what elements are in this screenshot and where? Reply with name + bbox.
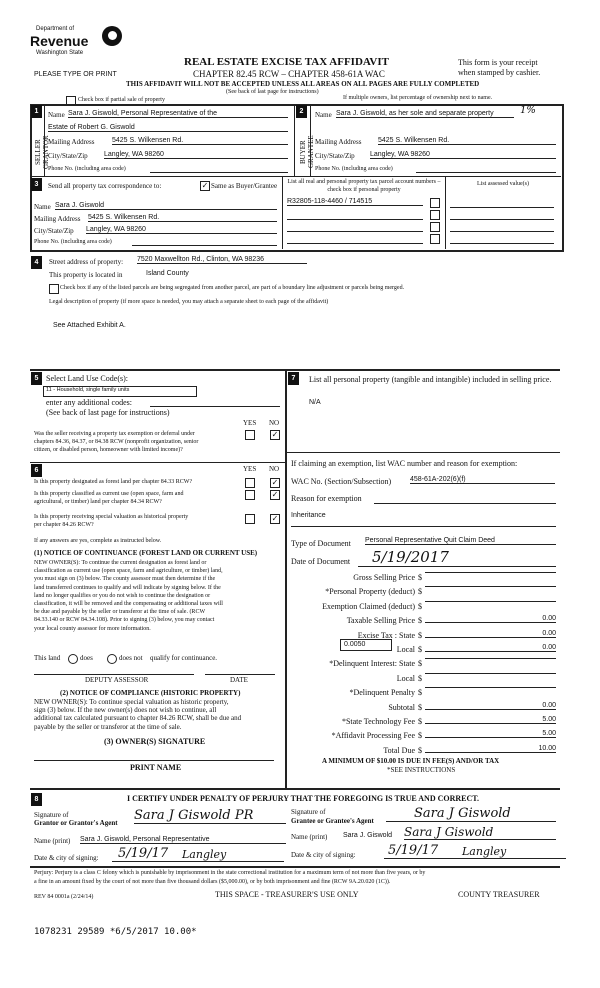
notice2-line: additional tax calculated pursuant to chapter 84.26 RCW, shall be due and (34, 714, 242, 723)
wac-label: WAC No. (Section/Subsection) (291, 477, 392, 486)
logo-line-2: Revenue (30, 33, 89, 49)
fee-dollar-sign: $ (418, 645, 422, 654)
grantee-name[interactable]: Sara J. Giswold (343, 832, 393, 839)
legal-description[interactable]: See Attached Exhibit A. (53, 322, 126, 329)
grantee-date-label: Date & city of signing: (291, 851, 356, 859)
multiple-owners-note: If multiple owners, list percentage of ownership next to name. (343, 95, 493, 101)
same-as-buyer-label: Same as Buyer/Grantee (211, 182, 278, 190)
corr-name-label: Name (34, 203, 51, 211)
located-in-county[interactable]: Island County (146, 270, 189, 277)
grantor-city[interactable]: Langley (178, 848, 284, 862)
buyer-mail-label: Mailing Address (315, 138, 362, 146)
corr-phone-label: Phone No. (including area code) (34, 239, 112, 245)
located-in-label: This property is located in (49, 271, 123, 279)
county-treasurer: COUNTY TREASURER (458, 890, 540, 899)
s6-no-header: NO (269, 465, 280, 473)
grantee-name-label: Name (print) (291, 833, 328, 841)
fee-dollar-sign: $ (418, 659, 422, 668)
corr-city-label: City/State/Zip (34, 227, 74, 235)
s5-yes-header: YES (243, 419, 257, 427)
same-as-buyer-checkbox[interactable]: ✓ (201, 181, 209, 190)
land-does-not-radio[interactable] (107, 654, 117, 664)
fee-dollar-sign: $ (418, 631, 422, 640)
notice2-line: NEW OWNER(S): To continue special valuation as historic property, (34, 698, 229, 706)
land-use-value: 11 - Household, single family units (46, 387, 130, 393)
reason-value[interactable]: Inheritance (291, 512, 326, 519)
fee-value[interactable]: 0.00 (425, 702, 556, 710)
fee-label: Local (396, 674, 415, 683)
s5-q1-line1: Was the seller receiving a property tax exemption or deferral under (34, 431, 195, 437)
buyer-name[interactable]: Sara J. Giswold, as her sole and separate property (336, 110, 514, 118)
personal-property-label: List all personal property (tangible and intangible) included in selling price. (309, 375, 552, 384)
corr-mail[interactable]: 5425 S. Wilkensen Rd. (88, 214, 277, 222)
buyer-name-label: Name (315, 111, 332, 119)
street-address[interactable]: 7520 Maxwellton Rd., Clinton, WA 98236 (137, 256, 307, 264)
fee-dollar-sign: $ (418, 674, 422, 683)
section-5-badge: 5 (31, 372, 42, 385)
seller-city-label: City/State/Zip (48, 152, 88, 160)
grantor-name[interactable]: Sara J. Giswold, Personal Representative (80, 836, 286, 844)
fee-value[interactable] (425, 572, 556, 573)
fee-label: *Affidavit Processing Fee (331, 731, 415, 740)
additional-codes-label: enter any additional codes: (46, 398, 132, 407)
notice1-line: 84.33.140 or RCW 84.34.108). Prior to signing (3) below, you may contact (34, 617, 215, 624)
s6-q3-yes-checkbox[interactable] (245, 514, 255, 524)
see-back-instructions: (See back of last page for instructions) (226, 89, 319, 95)
buyer-side-label: BUYER GRANTEE (299, 135, 315, 169)
fee-label: *Personal Property (deduct) (325, 587, 415, 596)
seller-name-2[interactable]: Estate of Robert G. Giswold (48, 124, 288, 132)
fee-dollar-sign: $ (418, 746, 422, 755)
print-name-label: PRINT NAME (130, 763, 182, 772)
street-address-label: Street address of property: (49, 258, 124, 266)
logo-line-3: Washington State (36, 50, 84, 56)
fee-label: Excise Tax : State (357, 631, 415, 640)
local-rate: 0.0050 (344, 641, 366, 648)
s6-q1: Is this property designated as forest land per chapter 84.33 RCW? (34, 479, 193, 485)
fee-value[interactable]: 5.00 (425, 716, 556, 724)
parcel-personal-checkbox-3[interactable] (430, 222, 440, 232)
section-3-badge: 3 (31, 178, 42, 191)
fee-dollar-sign: $ (418, 731, 422, 740)
s5-q1-line3: citizen, or disabled person, homeowner with limited income)? (34, 447, 183, 453)
form-subtitle: CHAPTER 82.45 RCW – CHAPTER 458-61A WAC (193, 69, 385, 79)
fee-value[interactable]: 10.00 (425, 745, 556, 753)
receipt-note-2: when stamped by cashier. (458, 68, 541, 77)
grantee-sig-label-2: Grantee or Grantee's Agent (291, 817, 374, 825)
please-type: PLEASE TYPE OR PRINT (34, 71, 117, 78)
s6-q3-line1: Is this property receiving special valuation as historical property (34, 514, 189, 520)
s6-q3-line2: per chapter 84.26 RCW? (34, 522, 94, 528)
s6-q2-no-checkbox[interactable]: ✓ (271, 490, 279, 499)
s6-q2-line2: agricultural, or timber) land per chapter 84.34 RCW? (34, 499, 162, 505)
local-rate-box[interactable] (340, 639, 392, 651)
notice1-line: you must sign on (3) below. The county assessor must then determine if the (34, 576, 216, 583)
corr-name[interactable]: Sara J. Giswold (55, 202, 277, 210)
fee-dollar-sign: $ (418, 703, 422, 712)
fee-label: Exemption Claimed (deduct) (322, 602, 415, 611)
s6-q3-no-checkbox[interactable]: ✓ (271, 514, 279, 523)
seller-mail-label: Mailing Address (48, 138, 95, 146)
seller-mail[interactable]: 5425 S. Wilkensen Rd. (112, 137, 288, 145)
parcel-number[interactable]: R32805-118-4460 / 714515 (287, 198, 423, 206)
notice1-line: land no longer qualifies or you do not wish to continue the designation or (34, 592, 211, 599)
grantee-signature[interactable]: Sara J Giswold (386, 806, 556, 822)
grantor-sig-label-2: Grantor or Grantor's Agent (34, 819, 118, 827)
notice2-line: sign (3) below. If the new owner(s) does not wish to continue, all (34, 706, 217, 715)
document-date[interactable]: 5/19/2017 (358, 548, 556, 567)
seller-name-label: Name (48, 111, 65, 119)
fee-value[interactable]: 5.00 (425, 730, 556, 738)
fee-value[interactable] (425, 658, 556, 659)
certify-statement: I CERTIFY UNDER PENALTY OF PERJURY THAT THE FOREGOING IS TRUE AND CORRECT. (127, 794, 480, 803)
grantor-signature[interactable]: Sara J Giswold PR (134, 808, 286, 824)
notice1-line: classification, it will be removed and the compensating or additional taxes will (34, 601, 223, 608)
fee-label: *State Technology Fee (341, 717, 415, 726)
dor-logo (30, 24, 130, 66)
parcel-personal-checkbox-4[interactable] (430, 234, 440, 244)
document-type-label: Type of Document (291, 539, 351, 548)
notice1-line: your local county assessor for more information. (34, 625, 151, 632)
recording-stamp: 1078231 29589 *6/5/2017 10.00* (34, 927, 197, 937)
fee-label: Gross Selling Price (353, 573, 415, 582)
fee-label: Taxable Selling Price (346, 616, 415, 625)
corr-city[interactable]: Langley, WA 98260 (86, 226, 277, 234)
form-title: REAL ESTATE EXCISE TAX AFFIDAVIT (184, 56, 389, 68)
s5-q1-yes-checkbox[interactable] (245, 430, 255, 440)
segregated-label: Check box if any of the listed parcels are being segregated from another parcel, are part of a boundary line adjustment or parcels being merged. (60, 285, 405, 291)
fee-value[interactable]: 0.00 (425, 615, 556, 623)
owner-signature-label: (3) OWNER(S) SIGNATURE (104, 737, 206, 746)
notice1-line: NEW OWNER(S): To continue the current designation as forest land or (34, 560, 207, 566)
fee-value[interactable] (425, 687, 556, 688)
segregated-checkbox[interactable] (49, 284, 59, 294)
correspondence-label: Send all property tax correspondence to: (48, 182, 162, 190)
grantee-name-signature[interactable]: Sara J Giswold (404, 825, 556, 840)
grantor-date-label: Date & city of signing: (34, 854, 99, 862)
buyer-mail[interactable]: 5425 S. Wilkensen Rd. (378, 137, 556, 145)
grantee-date[interactable]: 5/19/17 (384, 843, 452, 859)
treasurer-space: THIS SPACE - TREASURER'S USE ONLY (215, 890, 359, 899)
fee-value[interactable] (425, 586, 556, 587)
receipt-note-1: This form is your receipt (458, 58, 538, 67)
notice-continuance-text (34, 559, 223, 633)
land-use-label: Select Land Use Code(s): (46, 374, 128, 383)
perjury-line-1: Perjury: Perjury is a class C felony which is punishable by imprisonment in the state correctional institution for a maximum term of not more than five years, or by (34, 870, 426, 876)
section-4-badge: 4 (31, 256, 42, 269)
section-8-badge: 8 (31, 793, 42, 806)
deputy-assessor-label: DEPUTY ASSESSOR (85, 676, 149, 684)
document-type[interactable]: Personal Representative Quit Claim Deed (365, 537, 556, 545)
fee-dollar-sign: $ (418, 602, 422, 611)
fee-value[interactable] (425, 673, 556, 674)
buyer-phone-label: Phone No. (including area code) (315, 166, 393, 172)
fee-dollar-sign: $ (418, 587, 422, 596)
seller-city[interactable]: Langley, WA 98260 (104, 151, 288, 159)
section-6-badge: 6 (31, 464, 42, 477)
grantor-date[interactable]: 5/19/17 (112, 846, 178, 862)
notice-compliance-text (34, 698, 241, 731)
s6-q2-yes-checkbox[interactable] (245, 490, 255, 500)
reason-label: Reason for exemption (291, 494, 362, 503)
this-land-label: This land (34, 654, 61, 662)
fee-dollar-sign: $ (418, 688, 422, 697)
notice1-line: be due and payable by the seller or transferor at the time of sale. (RCW (34, 609, 206, 616)
notice-continuance-title: (1) NOTICE OF CONTINUANCE (FOREST LAND OR CURRENT USE) (34, 549, 258, 557)
document-date-label: Date of Document (291, 557, 351, 566)
logo-swirl-icon (102, 26, 122, 46)
form-warning: THIS AFFIDAVIT WILL NOT BE ACCEPTED UNLESS ALL AREAS ON ALL PAGES ARE FULLY COMPLETED (126, 80, 480, 88)
buyer-city-label: City/State/Zip (315, 152, 355, 160)
fee-label: Subtotal (388, 703, 415, 712)
grantor-sig-label-1: Signature of (34, 811, 69, 819)
seller-side-label: SELLER GRANTOR (34, 135, 50, 169)
partial-sale-label: Check box if partial sale of property (78, 97, 165, 103)
land-use-see-back: (See back of last page for instructions) (46, 408, 170, 417)
grantee-city[interactable]: Langley (452, 845, 566, 859)
exemption-label: If claiming an exemption, list WAC number and reason for exemption: (291, 459, 518, 468)
s6-q1-no-checkbox[interactable]: ✓ (271, 478, 279, 487)
fee-dollar-sign: $ (418, 573, 422, 582)
corr-mail-label: Mailing Address (34, 215, 81, 223)
land-qualify-label: qualify for continuance. (150, 654, 218, 662)
minimum-due-line1: A MINIMUM OF $10.00 IS DUE IN FEE(S) AND/OR TAX (322, 757, 500, 765)
fee-label: *Delinquent Penalty (349, 688, 415, 697)
notice-compliance-title: (2) NOTICE OF COMPLIANCE (HISTORIC PROPERTY) (60, 689, 241, 697)
buyer-city[interactable]: Langley, WA 98260 (370, 151, 556, 159)
land-does-radio[interactable] (68, 654, 78, 664)
section-1-badge: 1 (31, 105, 42, 118)
notice1-line: classification as current use (open space, farm and agriculture, or timber) land, (34, 568, 223, 575)
parcel-personal-checkbox-2[interactable] (430, 210, 440, 220)
wac-number[interactable]: 458-61A-202(6)(f) (410, 476, 555, 484)
legal-description-label: Legal description of property (if more space is needed, you may attach a separate sheet to each page of the affidavit) (49, 299, 329, 305)
fee-label: *Delinquent Interest: State (329, 659, 415, 668)
notice2-line: payable by the seller or transferor at the time of sale. (34, 722, 182, 731)
s6-q2-line1: Is this property classified as current use (open space, farm and (34, 491, 184, 497)
fee-dollar-sign: $ (418, 717, 422, 726)
seller-phone-label: Phone No. (including area code) (48, 166, 126, 172)
logo-line-1: Department of (36, 26, 75, 32)
seller-name[interactable]: Sara J. Giswold, Personal Representative of the (68, 110, 288, 118)
s5-q1-no-checkbox[interactable]: ✓ (271, 430, 279, 439)
grantor-name-label: Name (print) (34, 837, 71, 845)
fee-value[interactable]: 0.00 (425, 630, 556, 638)
fee-value[interactable] (425, 601, 556, 602)
perjury-line-2: a fine in an amount fixed by the court of not more than five thousand dollars ($5,000.00), or by both imprisonment and fine (RCW 9A.20.020 (1C)). (34, 879, 391, 885)
s5-no-header: NO (269, 419, 280, 427)
personal-property-value[interactable]: N/A (309, 399, 321, 406)
section-2-badge: 2 (296, 105, 307, 118)
assessed-header: List assessed value(s) (477, 181, 529, 187)
s5-q1-line2: chapters 84.36, 84.37, or 84.38 RCW (nonprofit organization, senior (34, 439, 199, 445)
parcel-header: List all real and personal property tax parcel account numbers – check box if personal property (287, 179, 441, 193)
fee-dollar-sign: $ (418, 616, 422, 625)
notice1-line: land transferred continues to qualify and will indicate by signing below. If the (34, 584, 221, 591)
parcel-personal-checkbox-1[interactable] (430, 198, 440, 208)
grantee-sig-label-1: Signature of (291, 808, 326, 816)
fee-label: Local (396, 645, 415, 654)
section-7-badge: 7 (288, 372, 299, 385)
form-id: REV 84 0001a (2/24/14) (34, 894, 94, 900)
s6-yes-header: YES (243, 465, 257, 473)
fee-label: Total Due (383, 746, 415, 755)
land-does-label: does (80, 654, 93, 662)
s6-q1-yes-checkbox[interactable] (245, 478, 255, 488)
buyer-ownership-pct[interactable]: 1% (520, 105, 536, 116)
land-does-not-label: does not (119, 654, 143, 662)
land-use-select[interactable] (43, 386, 197, 397)
fee-value[interactable]: 0.00 (425, 644, 556, 652)
s6-if-yes: If any answers are yes, complete as instructed below. (34, 538, 162, 544)
minimum-due-line2: *SEE INSTRUCTIONS (387, 766, 456, 774)
deputy-date-label: DATE (230, 676, 248, 684)
